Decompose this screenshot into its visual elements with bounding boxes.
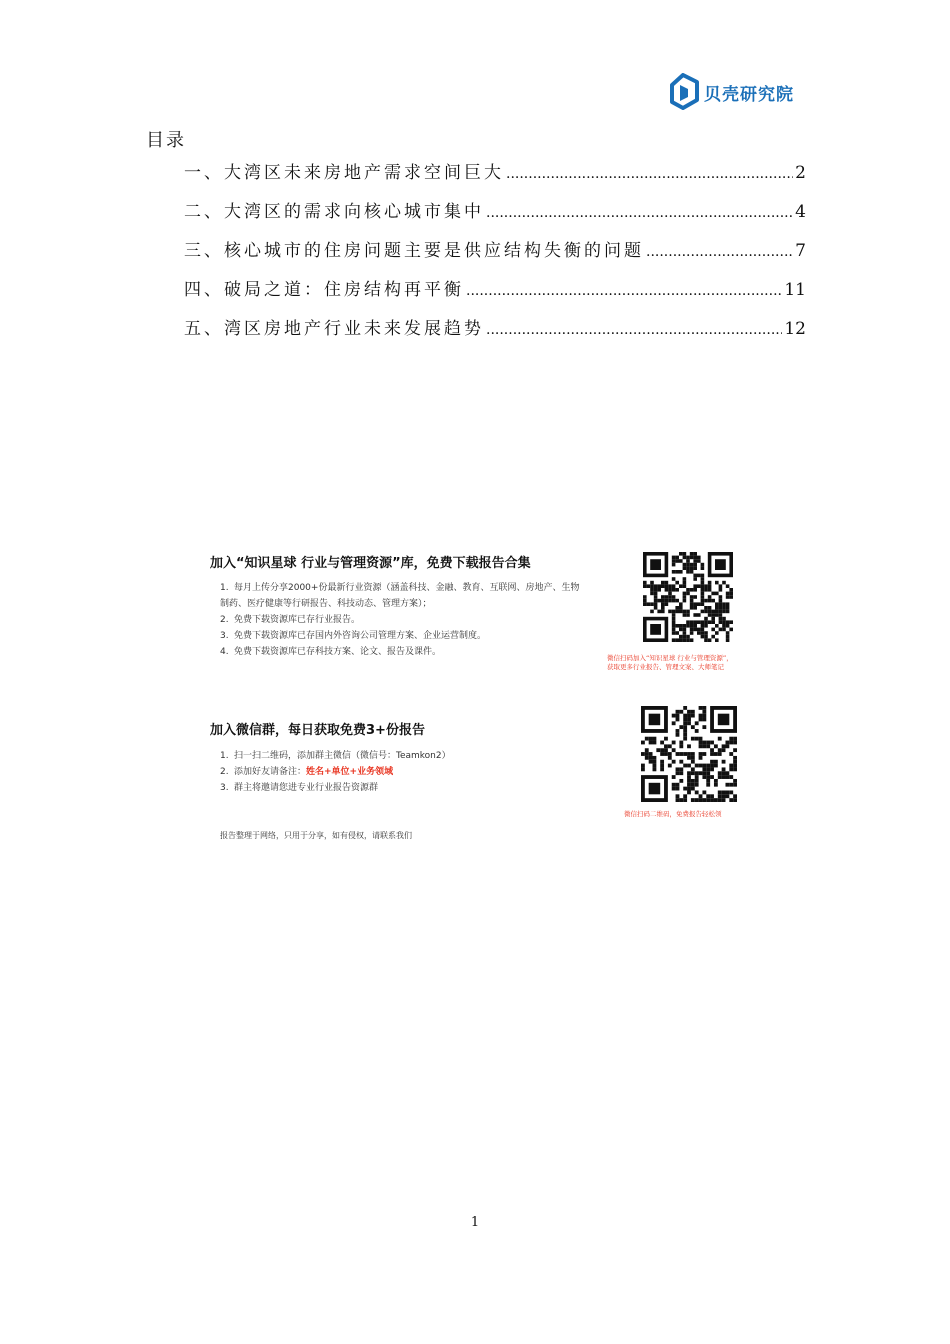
toc-entry-page: 11 bbox=[784, 280, 806, 300]
list-item: 2. 免费下载资源库已存行业报告。 bbox=[220, 615, 361, 625]
list-item: 4. 免费下载资源库已存科技方案、论文、报告及课件。 bbox=[220, 647, 442, 657]
list-item: 1. 扫一扫二维码，添加群主微信（微信号：Teamkon2） bbox=[220, 751, 451, 761]
toc-entry-page: 12 bbox=[784, 319, 806, 339]
toc-leader-dots bbox=[466, 283, 782, 299]
list-item: 3. 群主将邀请您进专业行业报告资源群 bbox=[220, 783, 379, 793]
promo-title: 加入“知识星球 行业与管理资源”库，免费下载报告合集 bbox=[210, 556, 531, 571]
promo-title: 加入微信群，每日获取免费3+份报告 bbox=[210, 723, 425, 738]
toc-leader-dots bbox=[486, 322, 782, 338]
qr-caption: 微信扫码二维码，免费报告轻松领 bbox=[624, 810, 722, 818]
page-number: 1 bbox=[470, 1215, 480, 1230]
table-of-contents bbox=[184, 158, 806, 353]
qr-caption: 微信扫码加入“知识星球 行业与管理资源”， 获取更多行业报告、管理文案、大师笔记 bbox=[607, 654, 733, 671]
toc-entry[interactable] bbox=[184, 314, 806, 353]
promo-list bbox=[220, 580, 585, 660]
toc-entry-label: 一、大湾区未来房地产需求空间巨大 bbox=[184, 163, 504, 183]
beike-logo-icon bbox=[666, 73, 700, 111]
toc-entry-label: 二、大湾区的需求向核心城市集中 bbox=[184, 202, 484, 222]
toc-entry[interactable] bbox=[184, 197, 806, 236]
toc-title: 目录 bbox=[146, 130, 186, 151]
toc-leader-dots bbox=[646, 244, 793, 260]
toc-leader-dots bbox=[506, 166, 793, 182]
qr-code-icon[interactable] bbox=[641, 706, 737, 802]
logo bbox=[666, 72, 816, 112]
list-item: 3. 免费下载资源库已存国内外咨询公司管理方案、企业运营制度。 bbox=[220, 631, 487, 641]
toc-entry-page: 7 bbox=[795, 241, 806, 261]
qr-code-icon[interactable] bbox=[643, 552, 733, 642]
toc-entry-label: 四、破局之道：住房结构再平衡 bbox=[184, 280, 464, 300]
toc-entry[interactable] bbox=[184, 158, 806, 197]
list-item: 2. 添加好友请备注：姓名+单位+业务领域 bbox=[220, 767, 394, 777]
toc-entry[interactable] bbox=[184, 236, 806, 275]
toc-entry-label: 五、湾区房地产行业未来发展趋势 bbox=[184, 319, 484, 339]
toc-leader-dots bbox=[486, 205, 793, 221]
list-item: 1. 每月上传分享2000+份最新行业资源（涵盖科技、金融、教育、互联网、房地产、生物制药、医疗健康等行研报告、科技动态、管理方案）； bbox=[220, 583, 580, 609]
logo-text: 贝壳研究院 bbox=[704, 84, 794, 105]
disclaimer: 报告整理于网络，只用于分享，如有侵权，请联系我们 bbox=[220, 831, 412, 840]
toc-entry[interactable] bbox=[184, 275, 806, 314]
toc-entry-page: 2 bbox=[795, 163, 806, 183]
promo-list bbox=[220, 748, 580, 796]
toc-entry-page: 4 bbox=[795, 202, 806, 222]
toc-entry-label: 三、核心城市的住房问题主要是供应结构失衡的问题 bbox=[184, 241, 644, 261]
